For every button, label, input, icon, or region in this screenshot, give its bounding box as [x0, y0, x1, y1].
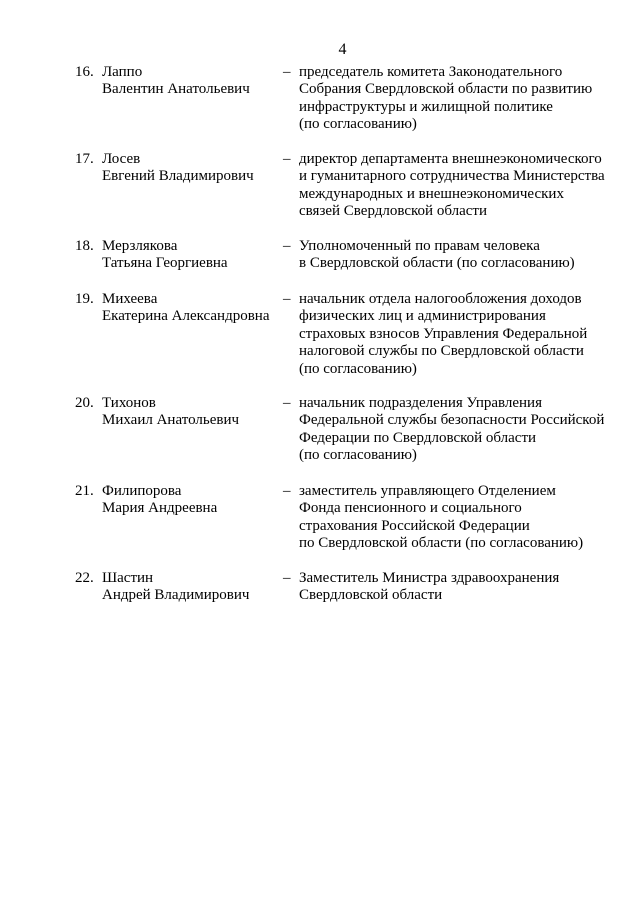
member-name: [102, 151, 282, 186]
member-name: [102, 395, 282, 430]
position-line: председатель комитета Законодательного: [299, 64, 563, 80]
member-surname: Шастин: [102, 570, 154, 586]
position-line: Уполномоченный по правам человека: [299, 238, 540, 254]
position-line: в Свердловской области (по согласованию): [299, 255, 575, 272]
separator-dash: –: [283, 483, 291, 499]
position-line: налоговой службы по Свердловской области: [299, 343, 584, 360]
member-name: [102, 238, 282, 273]
member-position: [299, 64, 611, 134]
position-line: и гуманитарного сотрудничества Министерства: [299, 168, 605, 185]
member-position: [299, 151, 611, 221]
item-number: 22.: [75, 570, 94, 586]
position-line: Федерации по Свердловской области: [299, 429, 537, 446]
separator-dash: –: [283, 570, 291, 586]
member-given-names: Михаил Анатольевич: [102, 412, 240, 429]
separator-dash: –: [283, 64, 291, 80]
position-line: Федеральной службы безопасности Российской: [299, 412, 605, 429]
separator-dash: –: [283, 238, 291, 254]
member-surname: Лаппо: [102, 64, 143, 80]
member-given-names: Татьяна Георгиевна: [102, 255, 228, 272]
item-number: 16.: [75, 64, 94, 80]
position-line: начальник отдела налогообложения доходов: [299, 291, 582, 307]
item-number: 21.: [75, 483, 94, 499]
member-name: [102, 570, 282, 605]
position-line: начальник подразделения Управления: [299, 395, 542, 411]
separator-dash: –: [283, 151, 291, 167]
member-given-names: Мария Андреевна: [102, 500, 218, 517]
item-number: 18.: [75, 238, 94, 254]
item-number: 20.: [75, 395, 94, 411]
position-line: страховых взносов Управления Федеральной: [299, 325, 588, 342]
member-given-names: Валентин Анатольевич: [102, 81, 250, 98]
position-line: связей Свердловской области: [299, 203, 487, 220]
position-line: Фонда пенсионного и социального: [299, 500, 522, 517]
item-number: 19.: [75, 291, 94, 307]
separator-dash: –: [283, 291, 291, 307]
member-given-names: Евгений Владимирович: [102, 168, 254, 185]
member-surname: Лосев: [102, 151, 141, 167]
page-number: 4: [338, 41, 347, 58]
position-line: страхования Российской Федерации: [299, 517, 530, 534]
member-surname: Тихонов: [102, 395, 156, 411]
position-line: международных и внешнеэкономических: [299, 185, 564, 202]
position-line: директор департамента внешнеэкономического: [299, 151, 602, 167]
position-line: Собрания Свердловской области по развитию: [299, 81, 593, 98]
position-line: Заместитель Министра здравоохранения: [299, 570, 560, 586]
member-given-names: Екатерина Александровна: [102, 308, 270, 325]
position-line: по Свердловской области (по согласованию): [299, 535, 584, 552]
position-line: (по согласованию): [299, 360, 417, 377]
member-position: [299, 570, 611, 605]
position-line: инфраструктуры и жилищной политике: [299, 98, 553, 115]
member-position: [299, 483, 611, 553]
member-surname: Филипорова: [102, 483, 182, 499]
position-line: (по согласованию): [299, 447, 417, 464]
member-position: [299, 291, 611, 378]
member-name: [102, 483, 282, 518]
position-line: заместитель управляющего Отделением: [299, 483, 556, 499]
position-line: физических лиц и администрирования: [299, 308, 546, 325]
member-surname: Михеева: [102, 291, 158, 307]
member-given-names: Андрей Владимирович: [102, 587, 250, 604]
member-name: [102, 64, 282, 99]
member-surname: Мерзлякова: [102, 238, 178, 254]
position-line: Свердловской области: [299, 587, 443, 604]
member-position: [299, 395, 611, 465]
separator-dash: –: [283, 395, 291, 411]
member-position: [299, 238, 611, 273]
position-line: (по согласованию): [299, 116, 417, 133]
member-name: [102, 291, 282, 326]
item-number: 17.: [75, 151, 94, 167]
